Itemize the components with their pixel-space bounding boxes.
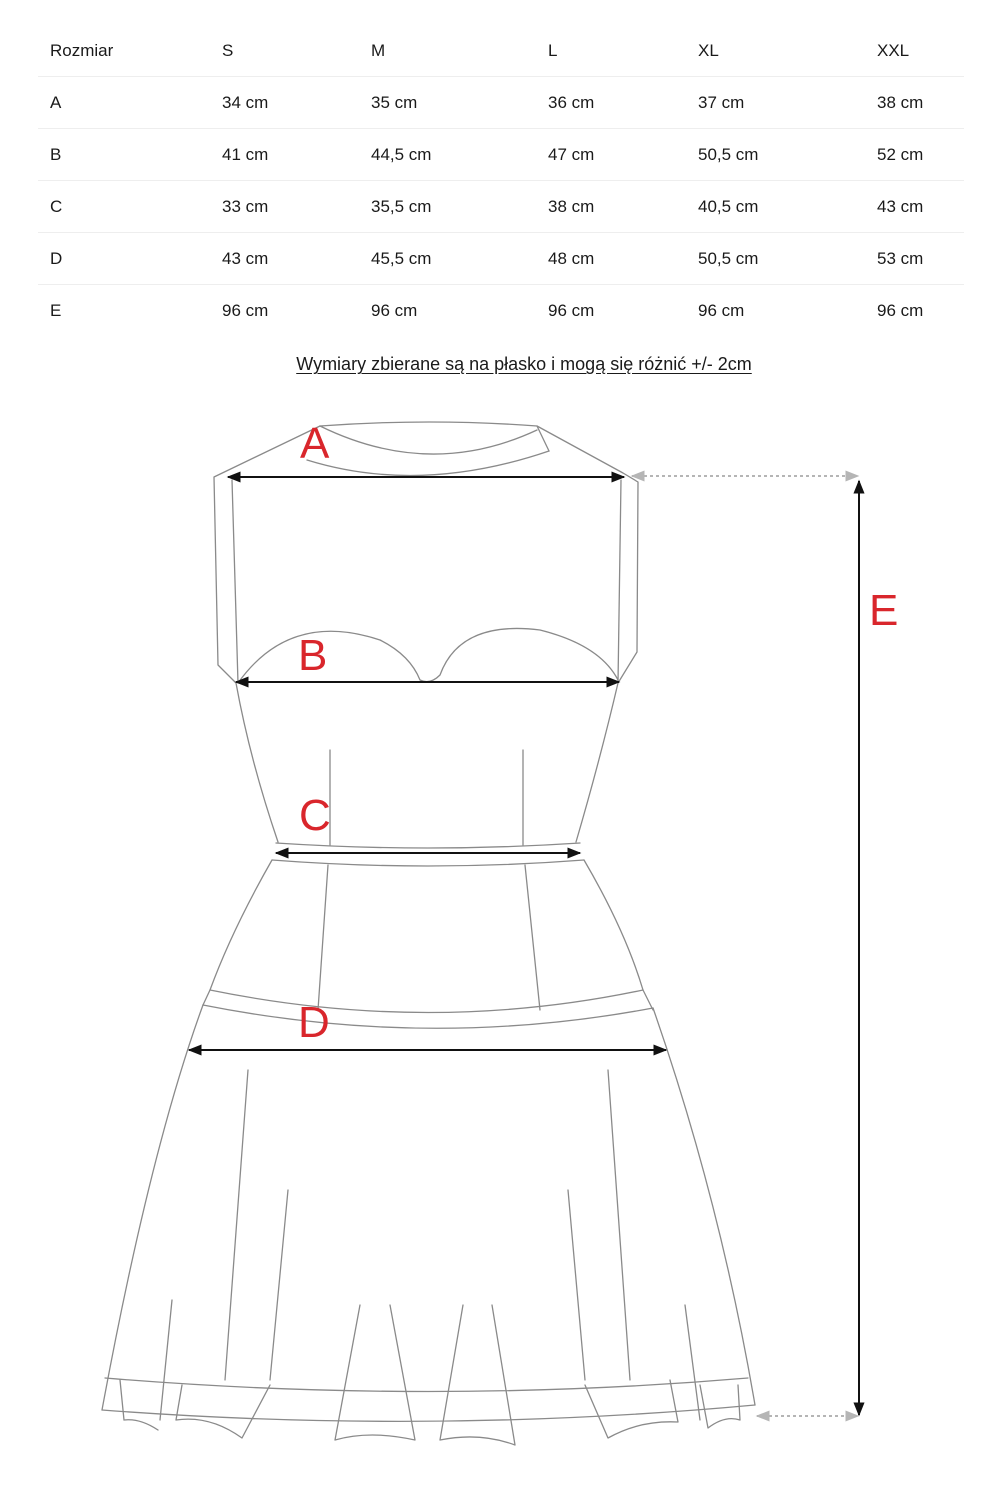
table-cell: 36 cm (536, 77, 686, 129)
table-cell: 50,5 cm (686, 233, 865, 285)
table-row (38, 129, 964, 181)
table-cell: 37 cm (686, 77, 865, 129)
table-cell: 47 cm (536, 129, 686, 181)
table-row (38, 181, 964, 233)
table-row (38, 233, 964, 285)
measure-label-b: B (298, 631, 328, 680)
table-cell: 41 cm (210, 129, 359, 181)
table-cell: 45,5 cm (359, 233, 536, 285)
table-cell: 43 cm (865, 181, 964, 233)
table-row (38, 285, 964, 337)
table-cell: 96 cm (548, 300, 595, 320)
size-table-header-row (38, 26, 964, 77)
measure-label-e: E (869, 586, 899, 635)
dress-yoke-outline (203, 860, 653, 1028)
table-cell: 48 cm (536, 233, 686, 285)
header-size-m: M (359, 26, 536, 77)
measure-label-d: D (298, 998, 330, 1047)
table-cell: 43 cm (210, 233, 359, 285)
row-label: B (38, 129, 210, 181)
table-cell: 96 cm (371, 300, 418, 320)
table-cell: 44,5 cm (359, 129, 536, 181)
header-size-l: L (536, 26, 686, 77)
table-cell: 96 cm (698, 300, 745, 320)
measure-label-a: A (300, 419, 330, 468)
table-cell: 40,5 cm (686, 181, 865, 233)
table-cell: 35,5 cm (359, 181, 536, 233)
row-label: D (38, 233, 210, 285)
size-table (38, 26, 964, 336)
table-cell: 50,5 cm (686, 129, 865, 181)
table-cell: 96 cm (877, 300, 924, 320)
row-label: C (38, 181, 210, 233)
measure-label-c: C (299, 791, 331, 840)
header-size-s: S (210, 26, 359, 77)
table-cell: 38 cm (536, 181, 686, 233)
row-label: A (38, 77, 210, 129)
header-rozmiar: Rozmiar (38, 26, 210, 77)
dress-bodice-outline (214, 422, 638, 866)
table-cell: 35 cm (359, 77, 536, 129)
header-size-xxl: XXL (865, 26, 964, 77)
table-cell: 34 cm (210, 77, 359, 129)
dress-skirt-outline (102, 1005, 755, 1445)
table-cell: 33 cm (210, 181, 359, 233)
table-row (38, 77, 964, 129)
table-cell: 38 cm (865, 77, 964, 129)
header-size-xl: XL (686, 26, 865, 77)
table-cell: 53 cm (865, 233, 964, 285)
table-cell: 52 cm (865, 129, 964, 181)
table-cell: 96 cm (222, 300, 269, 320)
measurement-note: Wymiary zbierane są na płasko i mogą się różnić +/- 2cm (296, 354, 752, 374)
row-label: E (50, 300, 62, 320)
